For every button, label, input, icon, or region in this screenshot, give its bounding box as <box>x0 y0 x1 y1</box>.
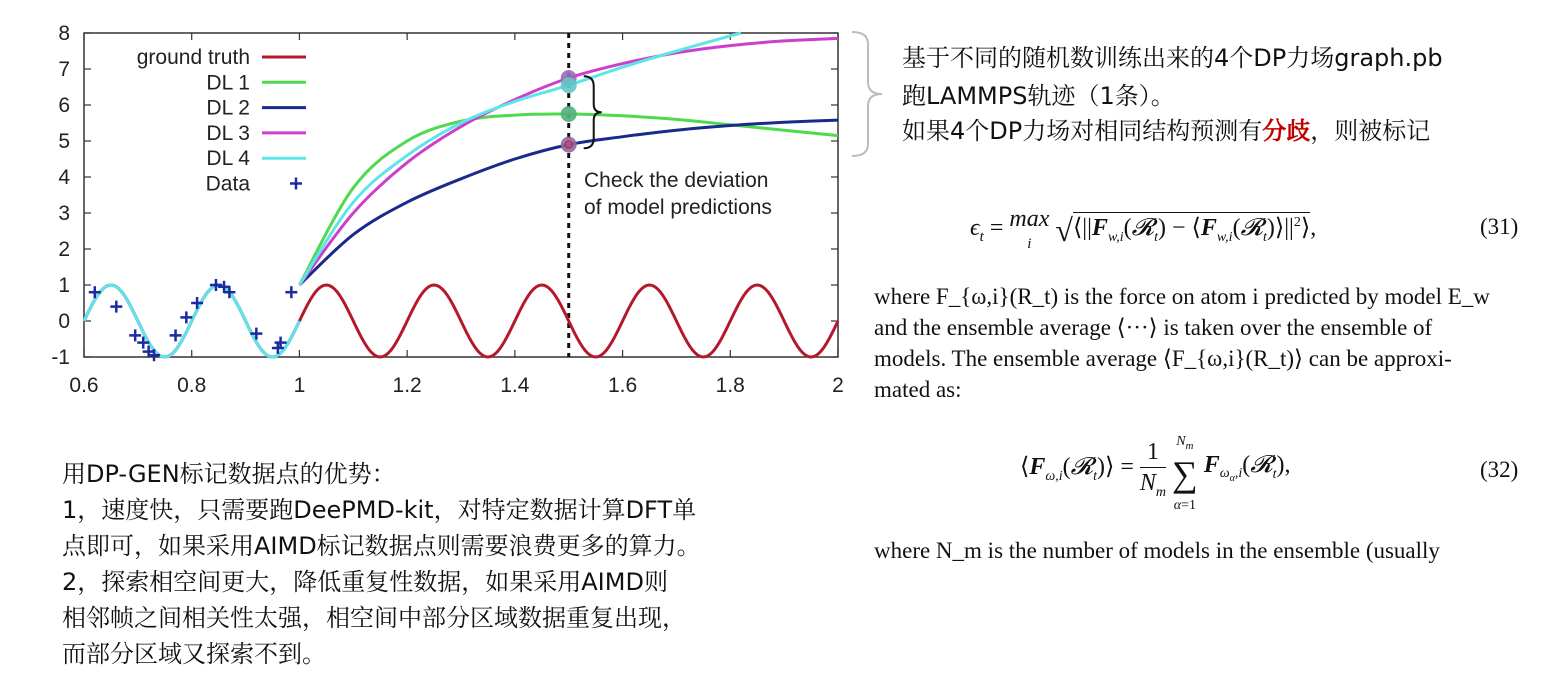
chart-legend <box>137 46 306 196</box>
annotation-line-2: of model predictions <box>584 196 772 219</box>
left-text-p2-line-1: 2，探索相空间更大，降低重复性数据，如果采用AIMD则 <box>62 568 668 596</box>
series-line-dl4 <box>299 33 741 285</box>
x-tick-label: 1.4 <box>500 374 530 397</box>
x-tick-label: 1.2 <box>392 374 422 397</box>
legend-label: DL 2 <box>206 96 250 120</box>
equation-31-number: (31) <box>1480 214 1519 239</box>
left-text-p2-line-2: 相邻帧之间相关性太强，相空间中部分区域数据重复出现， <box>62 604 686 632</box>
paper-para1-line-1: where F_{ω,i}(R_t) is the force on atom i predicted by model E_w <box>874 284 1490 309</box>
y-tick-label: 8 <box>58 22 70 45</box>
chart-annotation <box>584 169 772 219</box>
left-text-heading: 用DP-GEN标记数据点的优势： <box>62 460 396 488</box>
right-brace <box>848 30 888 158</box>
equation-32: $⟨F_{\omega,i}(𝓡_t)⟩$ = $\frac{1}{N_m}$ $N_m$ ∑ α=1 $F_{\omega_\alpha,i}(𝓡_t)$, <box>1020 434 1291 513</box>
data-point <box>285 286 297 298</box>
left-text-p1-line-2: 点即可，如果采用AIMD标记数据点则需要浪费更多的算力。 <box>62 532 701 560</box>
right-text-line-2: 跑LAMMPS轨迹（1条）。 <box>902 82 1175 110</box>
data-point <box>170 329 182 341</box>
legend-label: DL 1 <box>206 71 250 95</box>
series-line-dl4-left <box>84 285 299 357</box>
y-tick-label: 0 <box>58 310 70 333</box>
x-tick-label: 1.6 <box>607 374 638 397</box>
highlight-point-dl4 <box>561 77 577 93</box>
data-point <box>89 286 101 298</box>
x-tick-label: 0.6 <box>69 374 99 397</box>
left-text-p2-line-3: 而部分区域又探索不到。 <box>62 640 326 668</box>
y-tick-label: 7 <box>58 58 70 81</box>
x-tick-label: 0.8 <box>177 374 207 397</box>
right-text-line-3-post: ，则被标记 <box>1310 117 1431 145</box>
data-point <box>191 297 203 309</box>
right-text-line-3 <box>902 115 1430 148</box>
legend-label: Data <box>205 172 250 196</box>
legend-label: DL 3 <box>206 121 250 145</box>
y-tick-label: 5 <box>58 130 70 153</box>
y-tick-label: 1 <box>58 274 70 297</box>
highlight-point-dl2 <box>561 137 577 153</box>
legend-label: ground truth <box>136 46 250 69</box>
right-text-line-3-pre: 如果4个DP力场对相同结构预测有 <box>902 117 1263 145</box>
y-tick-label: 6 <box>58 94 70 117</box>
left-text-p1-line-1: 1，速度快，只需要跑DeePMD-kit，对特定数据计算DFT单 <box>62 496 697 524</box>
y-tick-label: 3 <box>58 202 70 225</box>
right-text-line-1: 基于不同的随机数训练出来的4个DP力场graph.pb <box>902 44 1443 72</box>
x-tick-label: 1.8 <box>715 374 745 397</box>
paper-para1-line-2: and the ensemble average ⟨···⟩ is taken over the ensemble of <box>874 315 1433 340</box>
paper-para1-line-3: models. The ensemble average ⟨F_{ω,i}(R_t)⟩ can be approxi- <box>874 346 1452 371</box>
data-point <box>250 328 262 340</box>
data-point <box>129 329 141 341</box>
x-tick-label: 2 <box>832 374 844 397</box>
y-tick-label: 4 <box>58 166 70 189</box>
deviation-brace <box>584 76 602 148</box>
y-tick-label: 2 <box>58 238 70 261</box>
paper-para1-line-4: mated as: <box>874 377 962 402</box>
data-point <box>110 301 122 313</box>
annotation-line-1: Check the deviation <box>584 169 769 192</box>
line-chart <box>0 0 860 410</box>
highlight-point-dl1 <box>561 106 577 122</box>
divergence-highlight: 分歧 <box>1262 117 1311 145</box>
legend-label: DL 4 <box>206 147 250 171</box>
y-tick-label: -1 <box>51 346 70 369</box>
x-tick-label: 1 <box>293 374 306 397</box>
equation-32-number: (32) <box>1480 457 1519 482</box>
equation-31: $\epsilon_t = \max$ i $√⟨||F_{w,i}(𝓡_t)$ − $⟨F_{w,i}(𝓡_t)⟩||^2⟩$, <box>970 206 1317 252</box>
paper-para2-line-1: where N_m is the number of models in the ensemble (usually <box>874 538 1440 563</box>
